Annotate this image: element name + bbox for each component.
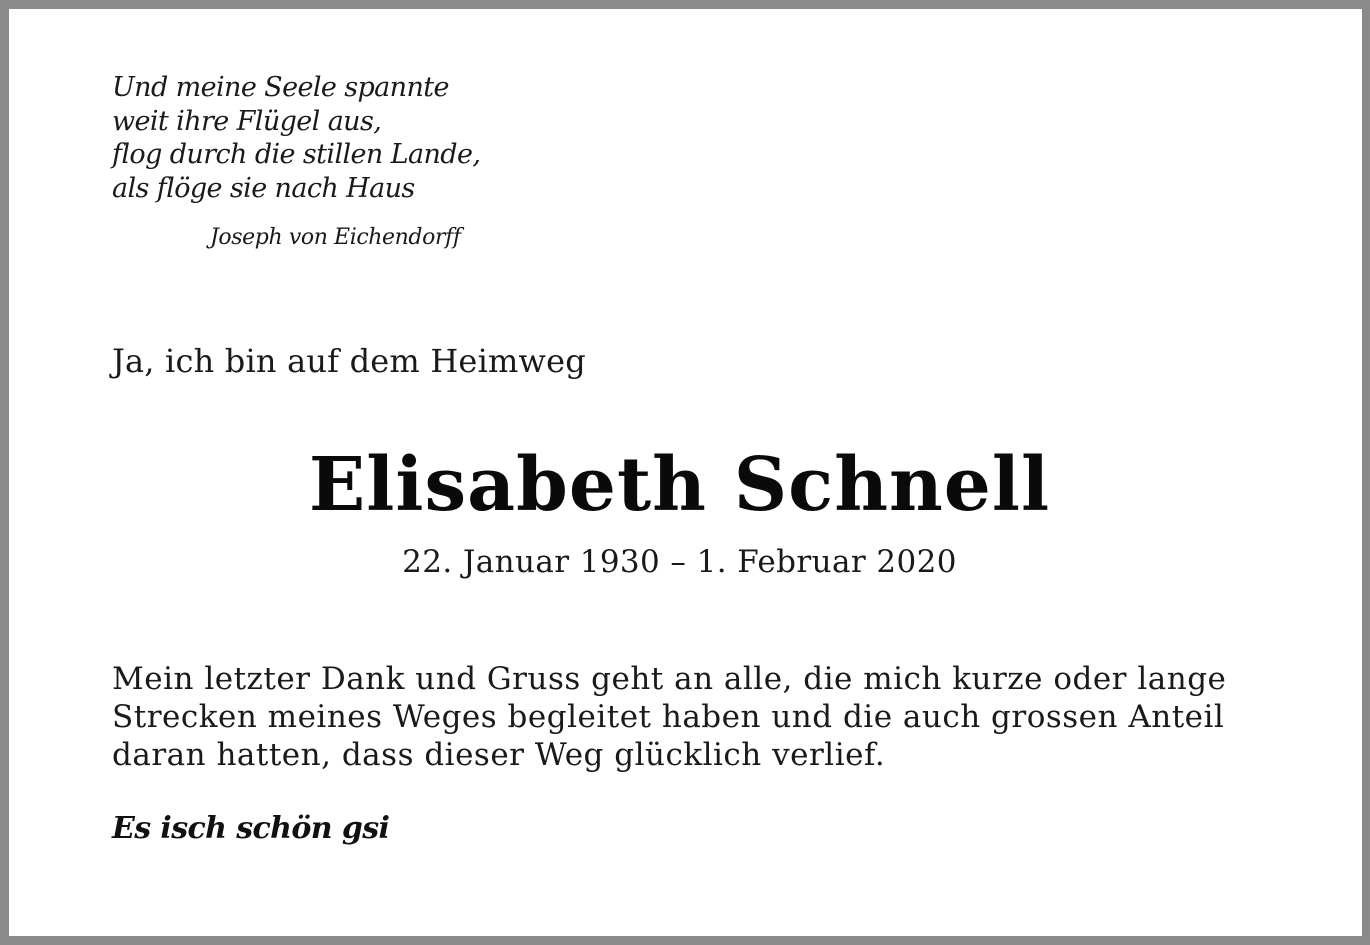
closing-line: Es isch schön gsi — [112, 811, 390, 846]
poem-line: weit ihre Flügel aus, — [112, 105, 382, 137]
poem-author: Joseph von Eichendorff — [210, 225, 461, 250]
message-line: daran hatten, dass dieser Weg glücklich verlief. — [112, 737, 886, 773]
farewell-message — [112, 660, 1272, 774]
poem-line: Und meine Seele spannte — [112, 72, 449, 103]
poem-quote — [112, 71, 480, 205]
life-dates: 22. Januar 1930 – 1. Februar 2020 — [402, 544, 957, 580]
poem-line: als flöge sie nach Haus — [112, 172, 415, 204]
message-line: Strecken meines Weges begleitet haben und die auch grossen Anteil — [112, 699, 1225, 735]
deceased-name: Elisabeth Schnell — [308, 442, 1051, 528]
intro-text: Ja, ich bin auf dem Heimweg — [112, 342, 586, 380]
message-line: Mein letzter Dank und Gruss geht an alle, die mich kurze oder lange — [112, 661, 1227, 697]
obituary-page — [9, 9, 1362, 936]
poem-line: flog durch die stillen Lande, — [112, 139, 481, 170]
